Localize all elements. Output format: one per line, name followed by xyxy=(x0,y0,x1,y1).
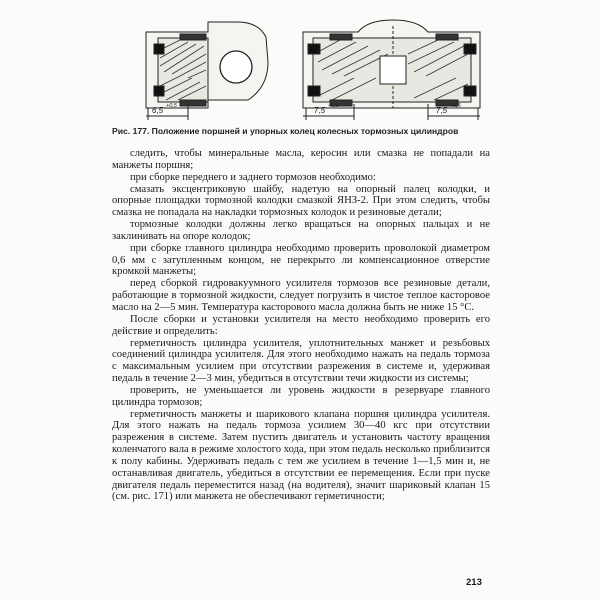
dim-right-b-tol: +0,5 xyxy=(450,103,461,109)
paragraph: смазать эксцентриковую шайбу, надетую на опорный палец колодки, и опорные площадки тормозной колодки смазкой ЯНЗ-2. При этом следить, чтобы смазка не попадала на накладки тормозных колодок и резиновые детали; xyxy=(112,183,490,219)
dim-right-a-tol: +0,5 xyxy=(328,103,339,109)
dim-left-value: 6,5 xyxy=(152,106,164,115)
paragraph: следить, чтобы минеральные масла, керосин или смазка не попадали на манжеты поршня; xyxy=(112,148,490,171)
paragraph: при сборке главного цилиндра необходимо проверить проволокой диаметром 0,6 мм с затупленным концом, не перекрыто ли компенсационное отверстие кромкой манжеты; xyxy=(112,242,490,278)
paragraph: проверить, не уменьшается ли уровень жидкости в резервуаре главного цилиндра тормозов; xyxy=(112,384,490,408)
dim-right-b-value: 7,5 xyxy=(436,106,448,115)
left-cylinder-drawing xyxy=(146,22,268,120)
figure-caption: Рис. 177. Положение поршней и упорных колец колесных тормозных цилиндров xyxy=(112,126,459,136)
paragraph: герметичность манжеты и шарикового клапана поршня цилиндра усилителя. Для этого нажать на педаль тормоза усилием 30—40 кгс при отсутствии разрежения в системе. Затем пустить двигатель и установить частоту вращения коленчатого вала в режиме холостого хода, при этом педаль несколько приблизится к полу кабины. Удерживать педаль с тем же усилием в течение 1—1,5 мин и, не останавливая двигатель, убедиться в отсутствии ее перемещения. Если при пуске двигателя педаль переместится назад (на водителя), значит шариковый клапан 15 (см. рис. 171) или манжета не обеспечивают герметичности; xyxy=(112,408,490,503)
paragraph: герметичность цилиндра усилителя, уплотнительных манжет и резьбовых соединений цилиндра усилителя. Для этого необходимо нажать на педаль тормоза с максимальным усилием при отсутствии разрежения в системе и, удерживая педаль в течение 2—3 мин, убедиться в отсутствии течи жидкости из системы; xyxy=(112,337,490,385)
paragraph: при сборке переднего и заднего тормозов необходимо: xyxy=(130,171,376,183)
paragraph: перед сборкой гидровакуумного усилителя тормозов все резиновые детали, работающие в тормозной жидкости, следует погрузить в чистое теплое касторовое масло на 2—5 мин. Температура касторового масла должна быть не ниже 15 °С. xyxy=(112,278,490,313)
cylinder-drawing xyxy=(118,12,488,124)
page-number: 213 xyxy=(466,577,482,588)
dim-right-a-value: 7,5 xyxy=(314,106,326,115)
figure-177 xyxy=(118,12,488,124)
body-text xyxy=(112,148,490,503)
paragraph: После сборки и установки усилителя на место необходимо проверить его действие и определить: xyxy=(112,313,490,337)
paragraph: тормозные колодки должны легко вращаться на опорных пальцах и не заклинивать на опоре колодок; xyxy=(112,219,490,242)
dim-left-tol: +0,5 xyxy=(166,103,177,109)
